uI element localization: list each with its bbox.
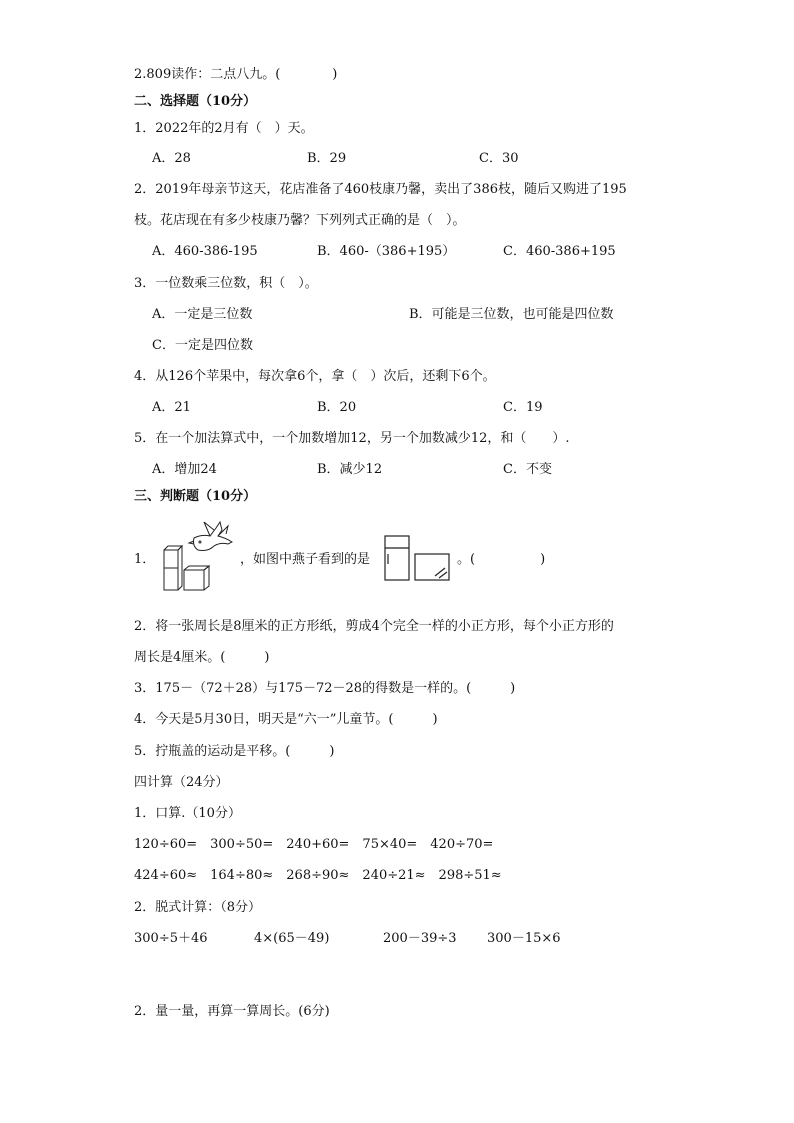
choice-2-option-b: B．460-（386+195） [317,244,456,259]
choice-2-option-c: C．460-386+195 [503,244,616,259]
judge-question-2-line1: 2．将一张周长是8厘米的正方形纸，剪成4个完全一样的小正方形，每个小正方形的 [134,619,614,634]
choice-3-option-b: B．可能是三位数，也可能是四位数 [409,307,614,322]
choice-4-option-b: B．20 [317,400,357,415]
choice-question-2-line2: 枝。花店现在有多少枝康乃馨？下列列式正确的是（ ）。 [134,213,466,228]
section-heading-choice: 二、选择题（10分） [134,94,257,109]
choice-5-option-c: C．不变 [503,462,552,477]
judge-question-4: 4．今天是5月30日，明天是“六一”儿童节。( ) [134,712,438,727]
judge-question-1-text: ，如图中燕子看到的是 [240,552,371,567]
choice-question-3: 3．一位数乘三位数，积（ ）。 [134,276,318,291]
choice-1-option-c: C．30 [479,151,519,166]
stepwise-expr-4: 300－15×6 [487,931,561,946]
judge-question-5: 5．拧瓶盖的运动是平移。( ) [134,744,335,759]
choice-3-option-a: A．一定是三位数 [152,307,253,322]
stepwise-expr-1: 300÷5＋46 [134,931,208,946]
stepwise-expr-2: 4×(65－49) [254,931,330,946]
choice-1-option-b: B．29 [307,151,347,166]
judge-question-1-number: 1． [134,552,156,567]
choice-2-option-a: A．460-386-195 [152,244,258,259]
calc-subheading-oral: 1．口算.（10分） [134,806,241,821]
section-heading-judge: 三、判断题（10分） [134,489,257,504]
bird-and-boxes-figure [156,516,240,596]
choice-5-option-b: B．减少12 [317,462,383,477]
calc-subheading-perimeter: 2．量一量，再算一算周长。(6分) [134,1004,330,1019]
calc-subheading-stepwise: 2．脱式计算：（8分） [134,900,262,915]
choice-question-4: 4．从126个苹果中，每次拿6个，拿（ ）次后，还剩下6个。 [134,369,496,384]
stepwise-expr-3: 200－39÷3 [383,931,457,946]
judge-item-2809: 2.809读作：二点八九。( ) [134,67,338,82]
oral-calc-row-1: 120÷60= 300÷50= 240+60= 75×40= 420÷70= [134,837,494,852]
oral-calc-row-2: 424÷60≈ 164÷80≈ 268÷90≈ 240÷21≈ 298÷51≈ [134,868,502,883]
section-heading-calc: 四计算（24分） [134,775,229,790]
choice-4-option-c: C．19 [503,400,543,415]
choice-1-option-a: A．28 [152,151,191,166]
judge-question-1-paren: 。( ) [457,552,546,567]
judge-question-3: 3．175－（72＋28）与175－72－28的得数是一样的。( ) [134,681,516,696]
front-view-figure [383,534,453,582]
choice-question-1: 1．2022年的2月有（ ）天。 [134,121,314,136]
choice-4-option-a: A．21 [152,400,191,415]
judge-question-2-line2: 周长是4厘米。( ) [134,650,270,665]
choice-question-5: 5．在一个加法算式中，一个加数增加12，另一个加数减少12，和（ ）. [134,431,570,446]
choice-5-option-a: A．增加24 [152,462,217,477]
choice-question-2-line1: 2．2019年母亲节这天，花店准备了460枝康乃馨，卖出了386枝，随后又购进了195 [134,182,627,197]
choice-3-option-c: C．一定是四位数 [152,338,253,353]
